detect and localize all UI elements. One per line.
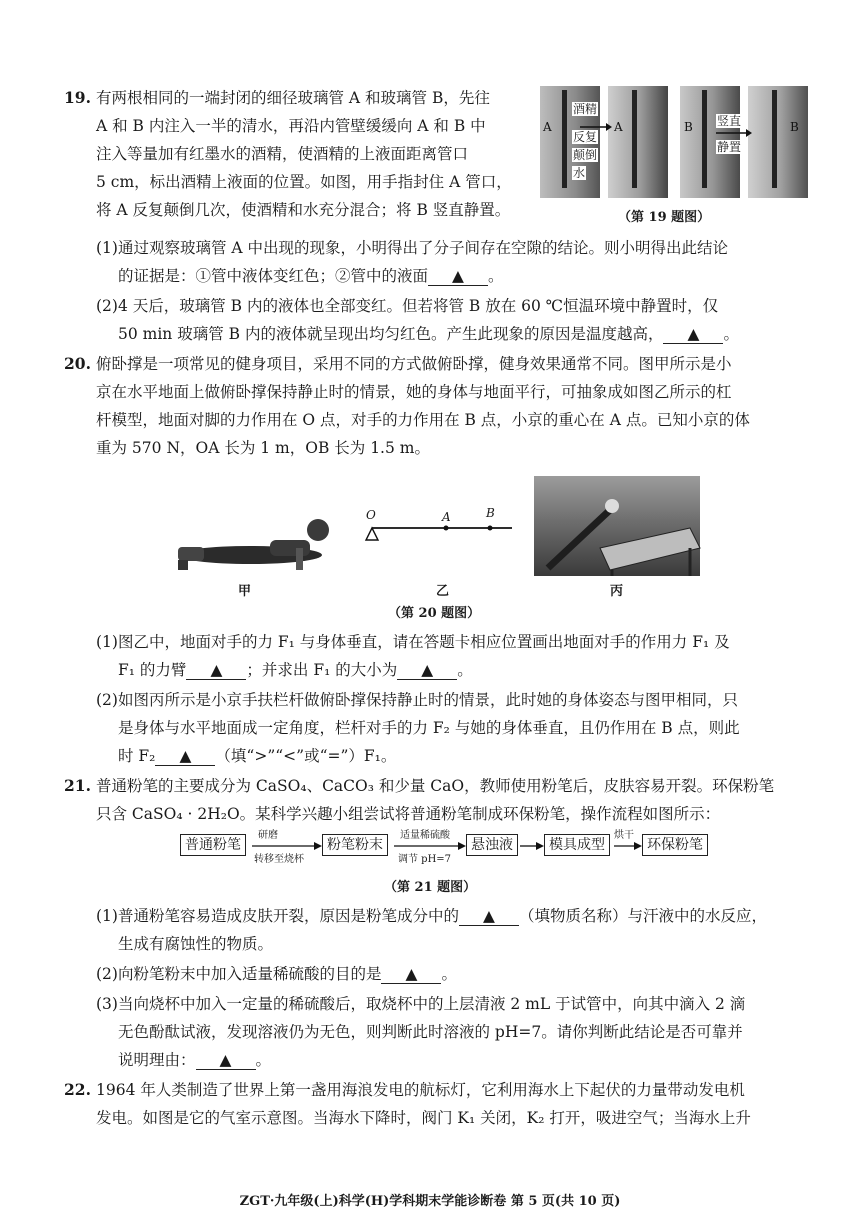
q20-point-o: O (366, 508, 376, 522)
flow-box-chalk-powder: 粉笔粉末 (322, 834, 388, 856)
flow-box-ordinary-chalk: 普通粉笔 (180, 834, 246, 856)
q20-point-a: A (442, 510, 451, 524)
q19-line-3: 注入等量加有红墨水的酒精，使酒精的上液面距离管口 (96, 145, 469, 163)
q19-number: 19. (64, 88, 91, 107)
q21-sub3-line-1: (3)当向烧杯中加入一定量的稀硫酸后，取烧杯中的上层清液 2 mL 于试管中，向其中滴入 2 滴 (96, 995, 746, 1013)
q22-line-1: 1964 年人类制造了世界上第一盏用海浪发电的航标灯，它利用海水上下起伏的力量带动发电机 (96, 1081, 745, 1099)
flow-step2-top: 适量稀硫酸 (400, 830, 450, 841)
q20-line-2: 京在水平地面上做俯卧撑保持静止时的情景，她的身体与地面平行，可抽象成如图乙所示的杠 (96, 383, 732, 401)
flow-box-eco-chalk: 环保粉笔 (642, 834, 708, 856)
q21-sub2-line (96, 964, 457, 984)
q19-line-1: 有两根相同的一端封闭的细径玻璃管 A 和玻璃管 B，先往 (96, 89, 490, 107)
q20-label-jia: 甲 (238, 584, 252, 599)
q20-sub2-text: 时 F₂ (118, 747, 156, 765)
q21-sub3-end: 。 (255, 1051, 272, 1069)
q21-sub3-text: 说明理由： (118, 1051, 196, 1069)
q19-caption: （第 19 题图） (618, 210, 711, 225)
q20-sub2-line-1: (2)如图丙所示是小京手扶栏杆做俯卧撑保持静止时的情景，此时她的身体姿态与图甲相同，只 (96, 691, 738, 709)
q19-label-a-right: A (614, 120, 623, 134)
q19-label-b-right: B (790, 120, 799, 134)
q20-number: 20. (64, 354, 91, 373)
q19-label-vertical: 竖直 (717, 114, 742, 128)
q19-line-5: 将 A 反复颠倒几次，使酒精和水充分混合；将 B 竖直静置。 (96, 201, 511, 219)
q20-answer-3[interactable]: ▲ (155, 747, 215, 766)
q19-label-water: 水 (573, 166, 586, 180)
q22-number: 22. (64, 1080, 91, 1099)
q19-sub1-text: 的证据是：①管中液体变红色；②管中的液面 (118, 267, 429, 285)
q19-sub2-end: 。 (723, 325, 739, 343)
q21-answer-3[interactable]: ▲ (196, 1051, 256, 1070)
flow-box-mold: 模具成型 (544, 834, 610, 856)
q20-point-b: B (486, 506, 495, 520)
q19-answer-1[interactable]: ▲ (428, 267, 488, 286)
flow-step4-top: 烘干 (614, 830, 634, 841)
q20-line-1: 俯卧撑是一项常见的健身项目，采用不同的方式做俯卧撑，健身效果通常不同。图甲所示是小 (96, 355, 732, 373)
q20-sub2-line-2: 是身体与水平地面成一定角度，栏杆对手的力 F₂ 与她的身体垂直，且仍作用在 B 点，则此 (118, 719, 740, 737)
q20-sub1-line-1: (1)图乙中，地面对手的力 F₁ 与身体垂直，请在答题卡相应位置画出地面对手的作用力 F₁ 及 (96, 633, 730, 651)
q20-label-bing: 丙 (610, 584, 624, 599)
q21-answer-1[interactable]: ▲ (459, 907, 519, 926)
q21-line-2: 只含 CaSO₄ · 2H₂O。某科学兴趣小组尝试将普通粉笔制成环保粉笔，操作流程如图所示： (96, 805, 721, 823)
q21-sub2-text: (2)向粉笔粉末中加入适量稀硫酸的目的是 (96, 965, 382, 983)
q20-line-4: 重为 570 N，OA 长为 1 m，OB 长为 1.5 m。 (96, 439, 430, 457)
q19-label-alcohol: 酒精 (573, 102, 598, 116)
q21-sub3-line-2: 无色酚酞试液，发现溶液仍为无色，则判断此时溶液的 pH=7。请你判断此结论是否可靠并 (118, 1023, 743, 1041)
q21-sub1-line-1 (96, 906, 767, 926)
q19-sub1-line-1: (1)通过观察玻璃管 A 中出现的现象，小明得出了分子间存在空隙的结论。则小明得出此结论 (96, 239, 729, 257)
q21-sub1-end: （填物质名称）与汗液中的水反应， (518, 907, 767, 925)
q21-number: 21. (64, 776, 91, 795)
q20-label-yi: 乙 (436, 584, 450, 599)
q20-sub2-end: （填“>”“<”或“=”）F₁。 (215, 747, 397, 765)
q22-line-2: 发电。如图是它的气室示意图。当海水下降时，阀门 K₁ 关闭，K₂ 打开，吸进空气；当海水上升 (96, 1109, 751, 1127)
page-footer: ZGT·九年级(上)科学(H)学科期末学能诊断卷 第 5 页(共 10 页) (239, 1194, 621, 1209)
q19-label-b-left: B (684, 120, 693, 134)
q19-answer-2[interactable]: ▲ (663, 325, 723, 344)
q19-line-2: A 和 B 内注入一半的清水，再沿内管壁缓缓向 A 和 B 中 (96, 117, 486, 135)
q19-sub2-line-1: (2)4 天后，玻璃管 B 内的液体也全部变红。但若将管 B 放在 60 ℃恒温环境中静置时，仅 (96, 297, 719, 315)
q21-sub2-end: 。 (441, 965, 457, 983)
q20-line-3: 杆模型，地面对脚的力作用在 O 点，对手的力作用在 B 点，小京的重心在 A 点。已知小京的体 (96, 411, 750, 429)
q21-sub3-line-3 (118, 1050, 271, 1070)
q20-sub1-end: 。 (457, 661, 473, 679)
q20-answer-1[interactable]: ▲ (186, 661, 246, 680)
q21-sub1-line-2: 生成有腐蚀性的物质。 (118, 935, 274, 953)
q20-answer-2[interactable]: ▲ (397, 661, 457, 680)
q21-line-1: 普通粉笔的主要成分为 CaSO₄、CaCO₃ 和少量 CaO，教师使用粉笔后，皮肤容易开裂。环保粉笔 (96, 777, 775, 795)
q19-sub1-end: 。 (488, 267, 504, 285)
q19-label-invert: 颠倒 (573, 148, 598, 162)
q21-sub1-text: (1)普通粉笔容易造成皮肤开裂，原因是粉笔成分中的 (96, 907, 459, 925)
q19-sub2-text: 50 min 玻璃管 B 内的液体就呈现出均匀红色。产生此现象的原因是温度越高， (118, 325, 664, 343)
flow-box-suspension: 悬浊液 (466, 834, 518, 856)
q21-answer-2[interactable]: ▲ (381, 965, 441, 984)
flow-step1-top: 研磨 (258, 830, 278, 841)
q19-line-4: 5 cm，标出酒精上液面的位置。如图，用手指封住 A 管口， (96, 173, 512, 191)
q19-label-a-left: A (543, 120, 552, 134)
q19-label-still: 静置 (717, 140, 742, 154)
q20-sub1-mid: ；并求出 F₁ 的大小为 (246, 661, 398, 679)
q20-caption: （第 20 题图） (388, 606, 481, 621)
q20-sub1-text: F₁ 的力臂 (118, 661, 187, 679)
q21-caption: （第 21 题图） (384, 880, 477, 895)
flow-step1-bottom: 转移至烧杯 (254, 854, 304, 865)
q19-label-repeat: 反复 (573, 130, 598, 144)
flow-step2-bottom: 调节 pH=7 (398, 854, 452, 865)
